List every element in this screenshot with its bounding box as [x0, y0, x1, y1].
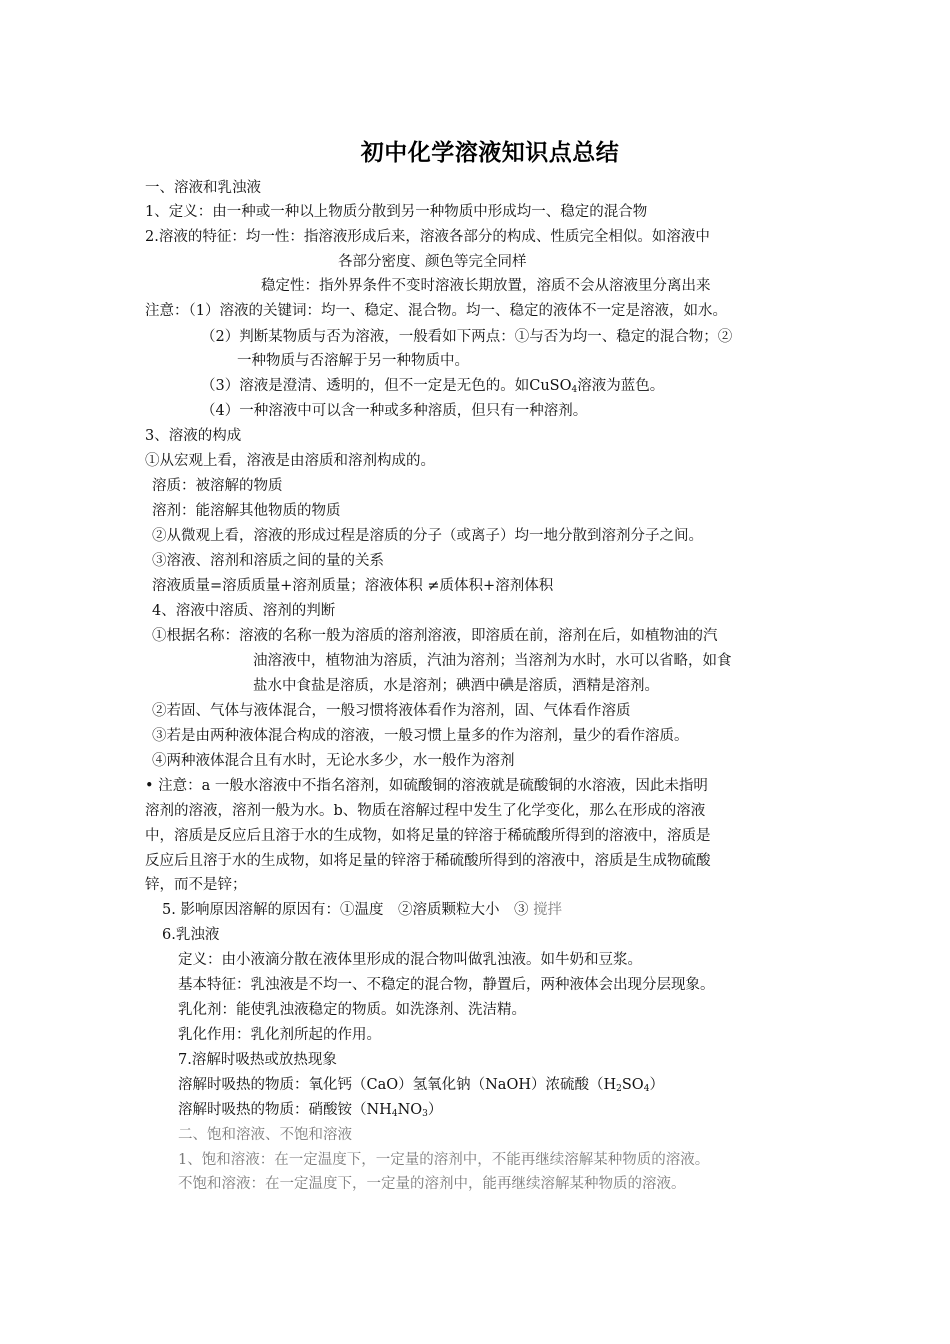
text-line: 二、饱和溶液、不饱和溶液 [178, 1127, 352, 1143]
text-line: ①从宏观上看，溶液是由溶质和溶剂构成的。 [145, 453, 435, 469]
text-line: ②若固、气体与液体混合，一般习惯将液体看作为溶剂，固、气体看作溶质 [152, 703, 631, 719]
text-line: 不饱和溶液：在一定温度下，一定量的溶剂中，能再继续溶解某种物质的溶液。 [178, 1176, 686, 1192]
text-line: 溶液质量=溶质质量+溶剂质量；溶液体积 ≠质体积+溶剂体积 [152, 578, 554, 594]
text-line: 基本特征：乳浊液是不均一、不稳定的混合物，静置后，两种液体会出现分层现象。 [178, 977, 715, 993]
text-line: 定义：由小液滴分散在液体里形成的混合物叫做乳浊液。如牛奶和豆浆。 [178, 952, 642, 968]
text-line: 一、溶液和乳浊液 [145, 180, 261, 196]
text-line: 中，溶质是反应后且溶于水的生成物，如将足量的锌溶于稀硫酸所得到的溶液中，溶质是 [145, 828, 711, 844]
text-line: 一种物质与否溶解于另一种物质中。 [237, 353, 469, 369]
text-line: 稳定性：指外界条件不变时溶液长期放置，溶质不会从溶液里分离出来 [261, 278, 711, 294]
text-line: 盐水中食盐是溶质，水是溶剂；碘酒中碘是溶质，酒精是溶剂。 [253, 678, 659, 694]
text-line: 3、溶液的构成 [145, 428, 242, 444]
text-line: 各部分密度、颜色等完全同样 [338, 254, 527, 270]
text-line: 6.乳浊液 [162, 927, 220, 943]
page-title: 初中化学溶液知识点总结 [360, 140, 620, 166]
text-line: ③溶液、溶剂和溶质之间的量的关系 [152, 553, 384, 569]
text-line: ③若是由两种液体混合构成的溶液，一般习惯上量多的作为溶剂，量少的看作溶质。 [152, 728, 689, 744]
text-line: 溶剂：能溶解其他物质的物质 [152, 503, 341, 519]
text-line: 溶解时吸热的物质：硝酸铵$(NH_4NO_3)$ [178, 1102, 443, 1119]
text-line: 4、溶液中溶质、溶剂的判断 [152, 603, 336, 619]
text-line: 反应后且溶于水的生成物，如将足量的锌溶于稀硫酸所得到的溶液中，溶质是生成物硫酸 [145, 853, 711, 869]
text-line: • 注意：a 一般水溶液中不指名溶剂，如硫酸铜的溶液就是硫酸铜的水溶液，因此未指明 [145, 778, 708, 794]
text-line: （4）一种溶液中可以含一种或多种溶质，但只有一种溶剂。 [201, 403, 588, 419]
text-line: 乳化剂：能使乳浊液稳定的物质。如洗涤剂、洗洁精。 [178, 1002, 526, 1018]
text-line: 注意：（1）溶液的关键词：均一、稳定、混合物。均一、稳定的液体不一定是溶液，如水。 [145, 303, 727, 319]
text-line: 1、饱和溶液：在一定温度下，一定量的溶剂中，不能再继续溶解某种物质的溶液。 [178, 1152, 710, 1168]
text-line: 溶解时吸热的物质：氧化钙（CaO）氢氧化钠（NaOH）浓硫酸$(H_2SO_4)$ [178, 1077, 664, 1094]
text-line: ④两种液体混合且有水时，无论水多少，水一般作为溶剂 [152, 753, 515, 769]
text-line: 溶质：被溶解的物质 [152, 478, 283, 494]
text-line: 油溶液中，植物油为溶质，汽油为溶剂；当溶剂为水时，水可以省略，如食 [253, 653, 732, 669]
text-line: 7.溶解时吸热或放热现象 [178, 1052, 337, 1068]
text-line: 溶剂的溶液，溶剂一般为水。b、物质在溶解过程中发生了化学变化，那么在形成的溶液 [145, 803, 706, 819]
text-line: ②从微观上看，溶液的形成过程是溶质的分子（或离子）均一地分散到溶剂分子之间。 [152, 528, 703, 544]
text-line: 1、定义：由一种或一种以上物质分散到另一种物质中形成均一、稳定的混合物 [145, 204, 648, 220]
text-line: （3）溶液是澄清、透明的，但不一定是无色的。如CuSO$_4$溶液为蓝色。 [201, 378, 665, 395]
text-line: ①根据名称：溶液的名称一般为溶质的溶剂溶液，即溶质在前，溶剂在后，如植物油的汽 [152, 628, 718, 644]
text-line: 5. 影响原因溶解的原因有：①温度 ②溶质颗粒大小 ③ 搅拌 [162, 902, 563, 918]
text-line: 锌，而不是锌； [145, 877, 247, 893]
text-line: 2.溶液的特征：均一性：指溶液形成后来，溶液各部分的构成、性质完全相似。如溶液中 [145, 229, 710, 245]
text-line: 乳化作用：乳化剂所起的作用。 [178, 1027, 381, 1043]
text-line: （2）判断某物质与否为溶液，一般看如下两点：①与否为均一、稳定的混合物；② [201, 329, 733, 345]
